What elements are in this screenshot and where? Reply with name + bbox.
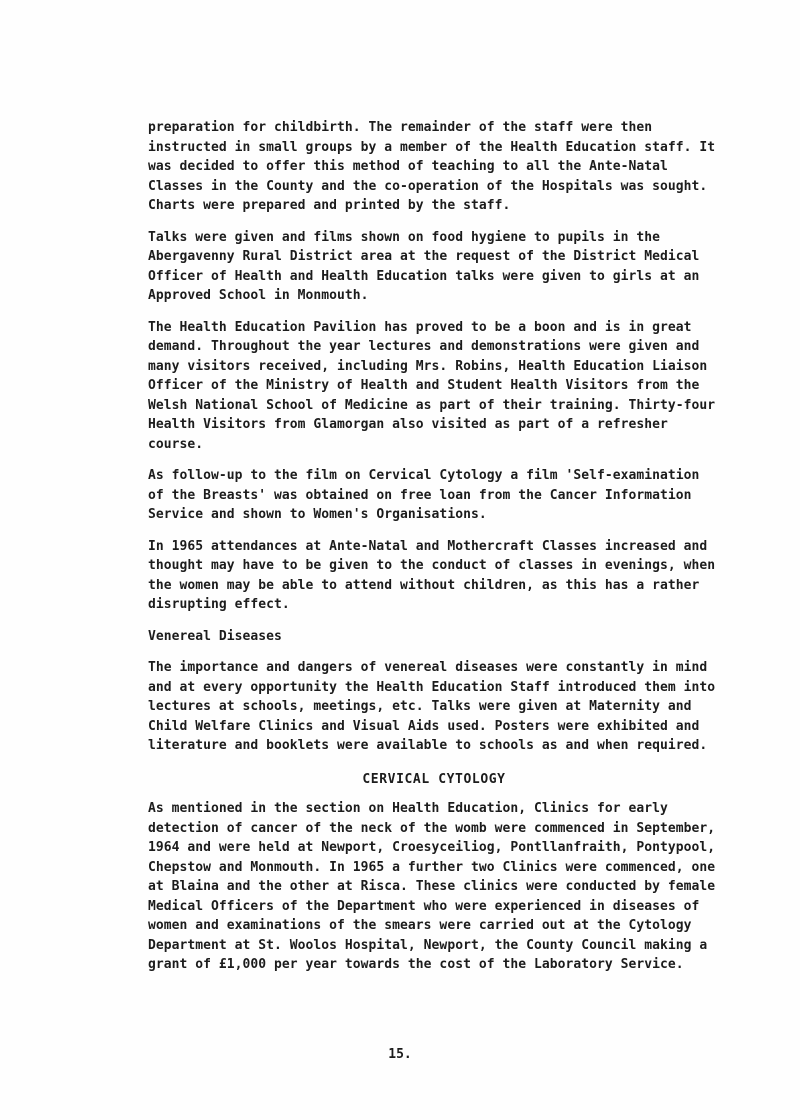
paragraph-ante-natal: In 1965 attendances at Ante-Natal and Mothercraft Classes increased and thought may have to be given to the conduct of classes in evenings, when the women may be able to attend without children, as this has a rather disrupting effect.	[148, 538, 716, 612]
paragraph-pavilion: The Health Education Pavilion has proved to be a boon and is in great demand. Throughout the year lectures and demonstrations were given and many visitors received, including Mrs. Robins, Health Education Liaison Officer of the Ministry of Health and Student Health Visitors from the Welsh National School of Medicine as part of their training. Thirty-four Health Visitors from Glamorgan also visited as part of a refresher course.	[148, 319, 716, 452]
venereal-diseases-heading: Venereal Diseases	[148, 628, 282, 644]
paragraph-food-hygiene: Talks were given and films shown on food hygiene to pupils in the Abergavenny Rural District area at the request of the District Medical Officer of Health and Health Education talks were given to girls at an Approved School in Monmouth.	[148, 229, 700, 303]
paragraph-venereal: The importance and dangers of venereal diseases were constantly in mind and at every opportunity the Health Education Staff introduced them into lectures at schools, meetings, etc. Talks were given at Maternity and Child Welfare Clinics and Visual Aids used. Posters were exhibited and literature and booklets were available to schools as and when required.	[148, 660, 716, 753]
page-body	[148, 118, 720, 987]
cervical-cytology-heading: CERVICAL CYTOLOGY	[362, 771, 506, 787]
paragraph-childbirth: preparation for childbirth. The remainder of the staff were then instructed in small groups by a member of the Health Education staff. It was decided to offer this method of teaching to all the Ante-Natal Classes in the County and the co-operation of the Hospitals was sought. Charts were prepared and printed by the staff.	[148, 120, 716, 213]
page-number: 15.	[388, 1047, 412, 1062]
paragraph-breast-film: As follow-up to the film on Cervical Cytology a film 'Self-examination of the Breasts' was obtained on free loan from the Cancer Information Service and shown to Women's Organisations.	[148, 468, 700, 522]
paragraph-cytology: As mentioned in the section on Health Education, Clinics for early detection of cancer of the neck of the womb were commenced in September, 1964 and were held at Newport, Croesyceiliog, Pontllanfraith, Pontypool, Chepstow and Monmouth. In 1965 a further two Clinics were commenced, one at Blaina and the other at Risca. These clinics were conducted by female Medical Officers of the Department who were experienced in diseases of women and examinations of the smears were carried out at the Cytology Department at St. Woolos Hospital, Newport, the County Council making a grant of £1,000 per year towards the cost of the Laboratory Service.	[148, 801, 716, 972]
